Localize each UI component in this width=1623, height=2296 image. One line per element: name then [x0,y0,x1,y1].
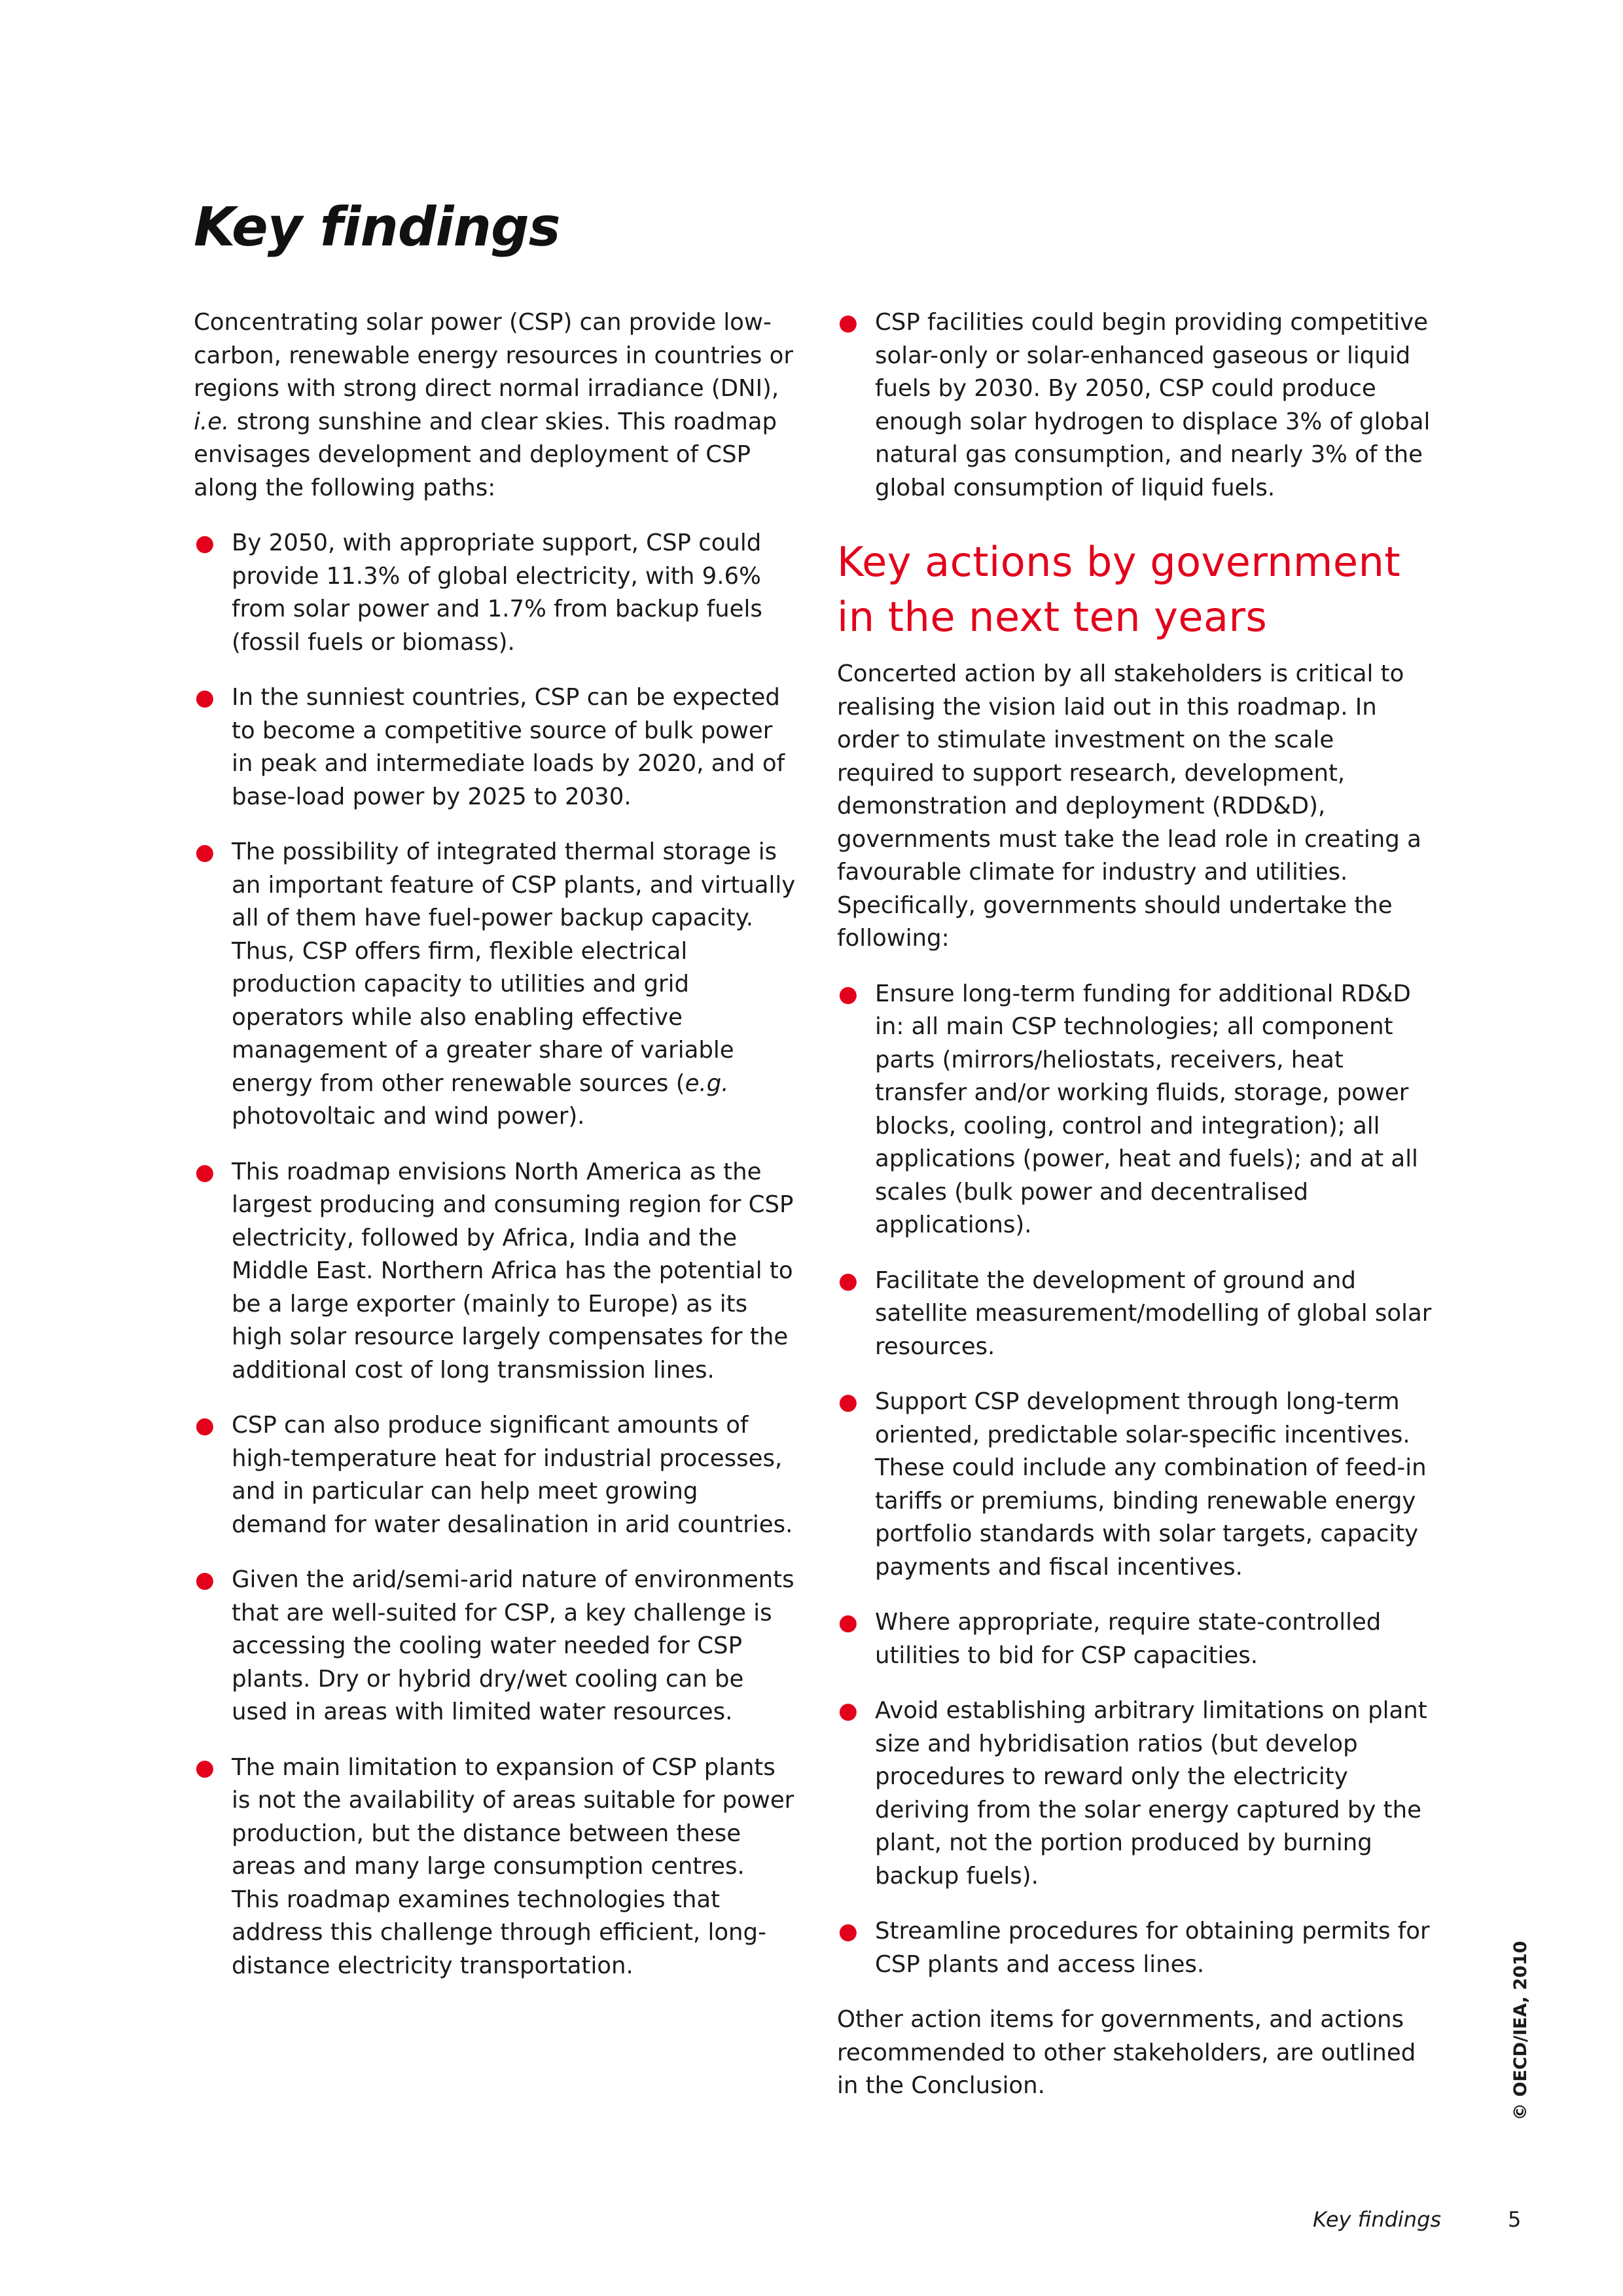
bullet-icon: ● [195,1567,215,1593]
list-item: ● Streamline procedures for obtaining permits for CSP plants and access lines. [837,1915,1438,1981]
bullet-icon: ● [195,1754,215,1781]
bullet-icon: ● [838,310,858,336]
right-column [837,306,1438,2103]
copyright-notice: © OECD/IEA, 2010 [1510,1941,1531,2121]
list-item: ● The possibility of integrated thermal storage is an important feature of CSP plants, and virtually all of them have fuel-power backup capacity. Thus, CSP offers firm, flexible electrical production capacity to utilities and grid operators while also enabling effective management of a greater share of variable energy from other renewable sources (e.g. photovoltaic and wind power). [194,836,796,1134]
intro-paragraph: Concentrating solar power (CSP) can provide low-carbon, renewable energy resources in countries or regions with strong direct normal irradiance (DNI), i.e. strong sunshine and clear skies. This roadmap envisages development and deployment of CSP along the following paths: [194,309,793,501]
list-item: ● Given the arid/semi-arid nature of environments that are well-suited for CSP, a key challenge is accessing the cooling water needed for CSP plants. Dry or hybrid dry/wet cooling can be used in areas with limited water resources. [194,1564,796,1729]
closing-paragraph: Other action items for governments, and actions recommended to other stakeholders, are outlined in the Conclusion. [837,2006,1416,2099]
bullet-icon: ● [838,1609,858,1636]
list-item: ● Avoid establishing arbitrary limitations on plant size and hybridisation ratios (but develop procedures to reward only the electricity deriving from the solar energy captured by the plant, not the portion produced by burning backup fuels). [837,1695,1438,1893]
findings-list [194,527,796,1982]
list-item: ● Facilitate the development of ground and satellite measurement/modelling of global solar resources. [837,1265,1438,1364]
bullet-icon: ● [838,1389,858,1415]
bullet-icon: ● [195,685,215,711]
actions-intro: Concerted action by all stakeholders is critical to realising the vision laid out in this roadmap. In order to stimulate investment on the scale required to support research, development, demonstration and deployment (RDD&D), governments must take the lead role in creating a favourable climate for industry and utilities. Specifically, governments should undertake the following: [837,660,1421,952]
list-item: ● In the sunniest countries, CSP can be expected to become a competitive source of bulk power in peak and intermediate loads by 2020, and of base-load power by 2025 to 2030. [194,681,796,814]
section-heading: Key actions by government in the next ten years [837,538,1401,641]
footer-section-label: Key findings [1313,2207,1442,2232]
bullet-icon: ● [195,839,215,865]
fuels-list [837,306,1438,505]
list-item: ● Ensure long-term funding for additional RD&D in: all main CSP technologies; all component parts (mirrors/heliostats, receivers, heat transfer and/or working fluids, storage, power blocks, cooling, control and integration); all applications (power, heat and fuels); and at all scales (bulk power and decentralised applications). [837,978,1438,1242]
list-item: ● Where appropriate, require state-controlled utilities to bid for CSP capacities. [837,1606,1438,1672]
bullet-icon: ● [838,1698,858,1724]
list-item: ● This roadmap envisions North America as the largest producing and consuming region for CSP electricity, followed by Africa, India and the Middle East. Northern Africa has the potential to be a large exporter (mainly to Europe) as its high solar resource largely compensates for the additional cost of long transmission lines. [194,1156,796,1388]
bullet-icon: ● [838,980,858,1007]
list-item: ● CSP facilities could begin providing competitive solar-only or solar-enhanced gaseous or liquid fuels by 2030. By 2050, CSP could produce enough solar hydrogen to displace 3% of global natural gas consumption, and nearly 3% of the global consumption of liquid fuels. [837,306,1438,505]
list-item: ● Support CSP development through long-term oriented, predictable solar-specific incentives. These could include any combination of feed-in tariffs or premiums, binding renewable energy portfolio standards with solar targets, capacity payments and fiscal incentives. [837,1386,1438,1584]
page-title: Key findings [194,196,560,259]
list-item: ● The main limitation to expansion of CSP plants is not the availability of areas suitable for power production, but the distance between these areas and many large consumption centres. This roadmap examines technologies that address this challenge through efficient, long-distance electricity transportation. [194,1751,796,1983]
bullet-icon: ● [195,530,215,556]
page-number: 5 [1508,2207,1522,2232]
left-column [194,306,796,2005]
list-item: ● CSP can also produce significant amounts of high-temperature heat for industrial processes, and in particular can help meet growing demand for water desalination in arid countries. [194,1409,796,1541]
bullet-icon: ● [195,1412,215,1439]
list-item: ● By 2050, with appropriate support, CSP could provide 11.3% of global electricity, with 9.6% from solar power and 1.7% from backup fuels (fossil fuels or biomass). [194,527,796,659]
bullet-icon: ● [195,1158,215,1185]
bullet-icon: ● [838,1267,858,1294]
bullet-icon: ● [838,1918,858,1945]
actions-list [837,978,1438,1982]
